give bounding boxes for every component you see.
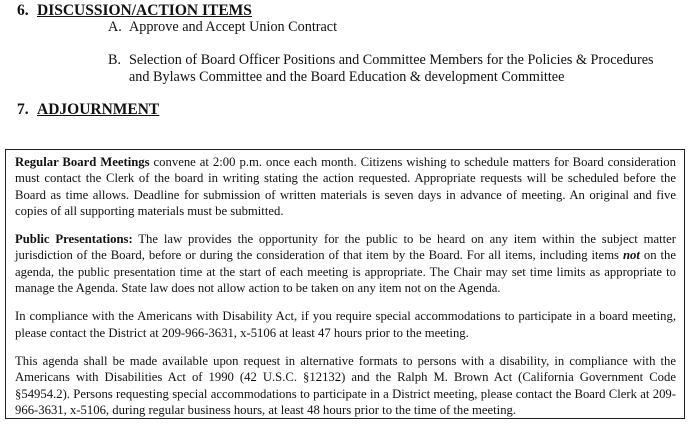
- ada-compliance-paragraph: In compliance with the Americans with Disability Act, if you require special accommodations to participate in a board meeting, please contact the District at 209-966-3631, x-5106 at least 47 hours prior to the meeting.: [15, 309, 676, 340]
- agenda-item-a-text: Approve and Accept Union Contract: [129, 19, 338, 35]
- public-notice-box: [5, 149, 685, 419]
- agenda-item-a-letter: A.: [108, 19, 122, 35]
- section-6-title: DISCUSSION/ACTION ITEMS: [37, 2, 252, 19]
- section-6-number: 6.: [17, 2, 29, 19]
- section-7-title: ADJOURNMENT: [37, 101, 160, 118]
- regular-meetings-paragraph: [15, 154, 676, 219]
- regular-meetings-label: Regular Board Meetings: [15, 155, 150, 169]
- public-presentations-text-2: on the agenda, the public presentation time at the start of each meeting is appropriate. The Chair may set time limits as appropriate to manage the Agenda. State law does not allow action to be taken on any item not on the Agenda.: [15, 248, 676, 296]
- alternative-formats-paragraph: This agenda shall be made available upon request in alternative formats to persons with a disability, in compliance with the Americans with Disabilities Act of 1990 (42 U.S.C. §12132) and the Ralph M. Brown Act (California Government Code §54954.2). Persons requesting special accommodations to participate in a District meeting, please contact the Board Clerk at 209-966-3631, x-5106, during regular business hours, at least 48 hours prior to the time of the meeting.: [15, 353, 676, 417]
- regular-meetings-text: convene at 2:00 p.m. once each month. Citizens wishing to schedule matters for Board consideration must contact the Clerk of the board in writing stating the action requested. Appropriate requests will be scheduled before the Board as time allows. Deadline for submission of written materials is seven days in advance of meeting. An original and five copies of all supporting materials must be submitted.: [15, 155, 676, 218]
- public-presentations-label: Public Presentations:: [15, 232, 133, 247]
- agenda-item-b-letter: B.: [108, 52, 122, 68]
- agenda-item-b-text-line1: Selection of Board Officer Positions and Committee Members for the Policies & Procedures: [129, 52, 654, 68]
- agenda-item-a: [108, 18, 337, 37]
- public-presentations-emphasis: not: [622, 248, 640, 263]
- agenda-item-b-text-line2: and Bylaws Committee and the Board Education & development Committee: [129, 69, 565, 85]
- section-7-number: 7.: [17, 101, 29, 118]
- section-7-heading: [17, 101, 159, 119]
- public-presentations-paragraph: [15, 231, 676, 296]
- public-presentations-text-1: The law provides the opportunity for the public to be heard on any item within the subject matter jurisdiction of the Board, before or during the consideration of that item by the Board. For all items, including items: [15, 232, 676, 263]
- agenda-item-b-continued: [129, 68, 564, 87]
